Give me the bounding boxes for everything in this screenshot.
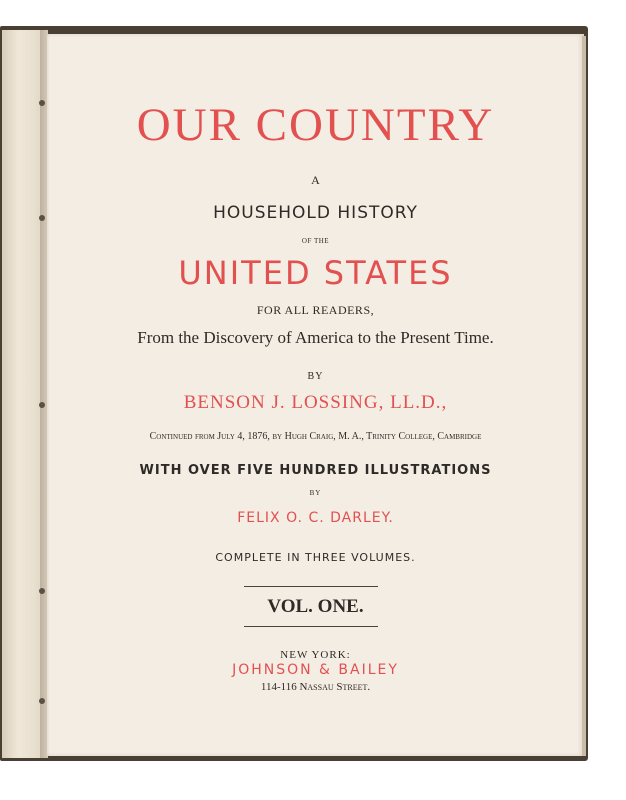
rule-bottom [244, 626, 378, 627]
illustrator-name: FELIX O. C. DARLEY. [237, 510, 394, 526]
rule-top [244, 586, 378, 587]
binding-stitch [39, 215, 45, 221]
audience-text: FOR ALL READERS, [256, 303, 375, 317]
volumes-note: COMPLETE IN THREE VOLUMES. [215, 551, 416, 564]
binding-stitch [39, 402, 45, 408]
nation-title: UNITED STATES [178, 254, 453, 292]
by-text: BY [309, 489, 322, 497]
continuation-text: Continued from July 4, 1876, by Hugh Craig, M. A., Trinity College, Cambridge [149, 431, 482, 442]
by-text: BY [307, 371, 324, 382]
of-the-text: OF THE [301, 237, 330, 245]
binding-stitch [39, 588, 45, 594]
volume-label: VOL. ONE. [267, 596, 364, 617]
article-a: A [311, 173, 320, 187]
binding-stitch [39, 100, 45, 106]
binding-stitch [39, 698, 45, 704]
scope-text: From the Discovery of America to the Present Time. [137, 328, 494, 347]
author-name: BENSON J. LOSSING, LL.D., [183, 392, 448, 413]
publisher-address: 114-116 Nassau Street. [260, 681, 371, 693]
book-title: OUR COUNTRY [136, 99, 495, 151]
publisher-name: JOHNSON & BAILEY [232, 662, 399, 678]
book-subtitle: HOUSEHOLD HISTORY [213, 203, 418, 223]
publisher-city: NEW YORK: [280, 649, 351, 661]
illustrations-text: WITH OVER FIVE HUNDRED ILLUSTRATIONS [139, 463, 492, 478]
